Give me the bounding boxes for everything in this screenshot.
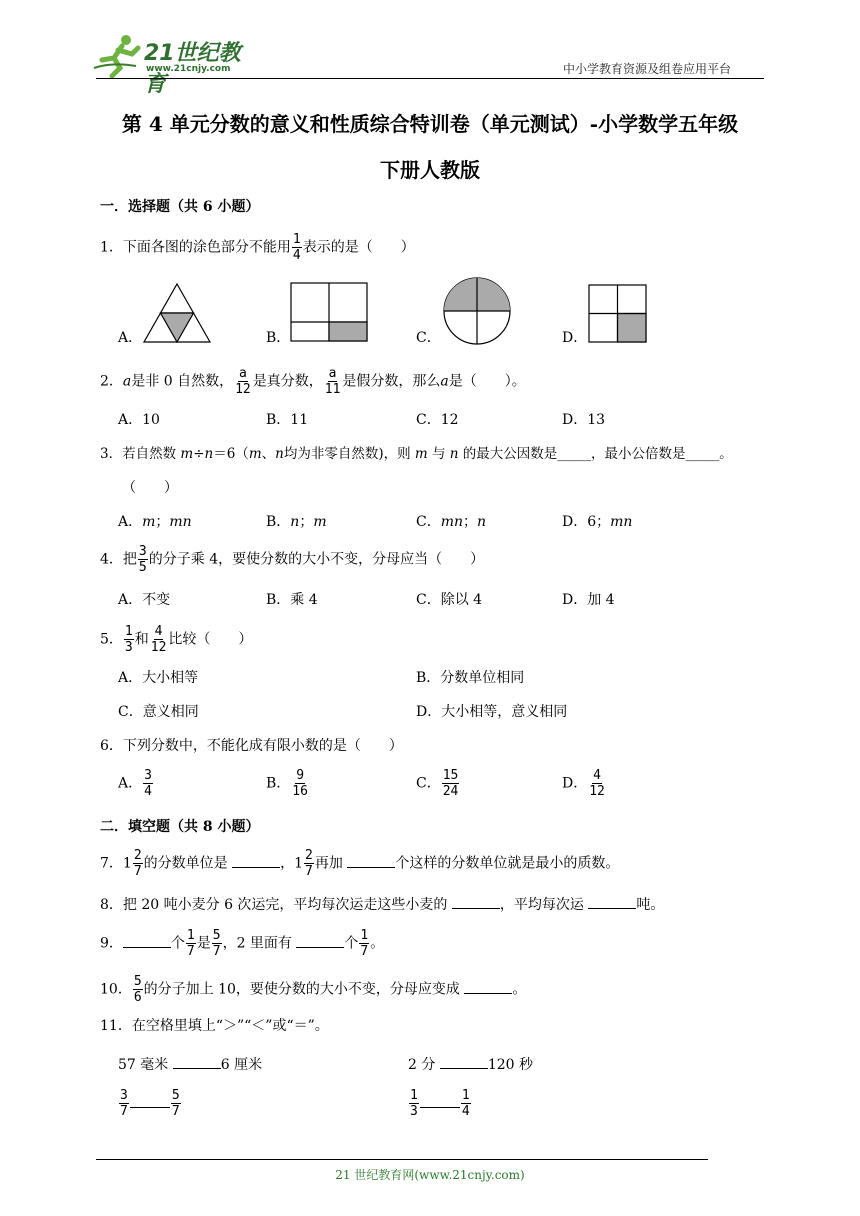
option-label: C． — [416, 330, 441, 346]
fraction: $\frac{1}{4}$ — [292, 232, 301, 263]
answer-blank[interactable] — [420, 1093, 460, 1108]
rectangle-figure — [290, 282, 370, 344]
page-title-line2: 下册人教版 — [380, 158, 480, 182]
fraction: $\frac{4}{12}$ — [150, 624, 167, 655]
fraction: $\frac{a}{12}$ — [235, 366, 251, 397]
fraction: $\frac{3}{5}$ — [138, 544, 147, 575]
compare-item: $\frac{1}{3}$ $\frac{1}{4}$ — [410, 1088, 470, 1119]
question-8: 8．把 20 吨小麦分 6 次运完，平均每次运走这些小麦的 ，平均每次运 吨。 — [100, 894, 664, 915]
compare-item: 2 分 120 秒 — [408, 1054, 533, 1075]
answer-blank[interactable] — [452, 894, 500, 909]
compare-item: 57 毫米 6 厘米 — [118, 1054, 262, 1075]
section-heading-choice: 一．选择题（共 6 小题） — [100, 199, 260, 215]
question-7: 7．1 $\frac{2}{7}$ 的分数单位是 ，1 $\frac{2}{7}$ 再加 个这样的分数单位就是最小的质数。 — [100, 848, 620, 879]
runner-logo-icon — [92, 32, 152, 78]
square-figure — [588, 284, 648, 344]
option: D．加 4 — [562, 592, 615, 608]
option: C．12 — [416, 412, 459, 428]
answer-blank[interactable] — [440, 1054, 488, 1069]
logo — [92, 32, 262, 97]
option: B．n；m — [266, 514, 327, 530]
question-2: 2．a是非 0 自然数， $\frac{a}{12}$ 是真分数， $\frac{a}{11}$ 是假分数，那么a是（ ）。 — [100, 366, 526, 397]
question-6: 6．下列分数中，不能化成有限小数的是（ ） — [100, 738, 403, 754]
page-title: 第 4 单元分数的意义和性质综合特训卷（单元测试）-小学数学五年级 — [121, 112, 739, 136]
logo-text: 21世纪教育 — [144, 41, 241, 97]
answer-blank[interactable] — [232, 853, 280, 868]
option: A． $\frac{3}{4}$ — [118, 768, 152, 799]
question-3: 3．若自然数 m÷n＝6（m、n均为非零自然数)，则 m 与 n 的最大公因数是_____，最小公倍数是_____。 — [100, 446, 733, 462]
option-label: A． — [118, 330, 143, 346]
footer-text: 21 世纪教育网(www.21cnjy.com) — [335, 1168, 525, 1182]
platform-name: 中小学教育资源及组卷应用平台 — [563, 62, 732, 76]
option: C．mn；n — [416, 514, 487, 530]
answer-blank[interactable] — [123, 933, 171, 948]
answer-blank[interactable] — [130, 1093, 170, 1108]
question-5: 5． $\frac{1}{3}$ 和 $\frac{4}{12}$ 比较（ ） — [100, 624, 253, 655]
compare-item: $\frac{3}{7}$ $\frac{5}{7}$ — [120, 1088, 180, 1119]
question-4: 4．把 $\frac{3}{5}$ 的分子乘 4，要使分数的大小不变，分母应当（ ） — [100, 544, 485, 575]
option: A．大小相等 — [118, 670, 199, 686]
option: D． $\frac{4}{12}$ — [562, 768, 605, 799]
question-11: 11．在空格里填上“＞”“＜”或“＝”。 — [100, 1018, 329, 1034]
option: C． $\frac{15}{24}$ — [416, 768, 459, 799]
footer-rule — [96, 1159, 708, 1160]
logo-url: www.21cnjy.com — [146, 64, 231, 74]
fraction: $\frac{a}{11}$ — [324, 366, 341, 397]
option: A．m；mn — [118, 514, 192, 530]
question-10: 10． $\frac{5}{6}$ 的分子加上 10，要使分数的大小不变，分母应变成 。 — [100, 974, 527, 1005]
answer-blank[interactable] — [588, 894, 636, 909]
option: C．除以 4 — [416, 592, 483, 608]
option: B．分数单位相同 — [416, 670, 525, 686]
answer-blank[interactable] — [464, 979, 512, 994]
option-label: B． — [266, 330, 291, 346]
header-rule — [96, 78, 764, 79]
section-heading-fill: 二．填空题（共 8 小题） — [100, 819, 260, 835]
option: B．乘 4 — [266, 592, 318, 608]
question-1: 1．下面各图的涂色部分不能用 $\frac{1}{4}$ 表示的是（ ） — [100, 232, 415, 263]
circle-figure — [442, 276, 512, 346]
question-9: 9． 个 $\frac{1}{7}$ 是 $\frac{5}{7}$ ，2 里面有 个 $\frac{1}{7}$ 。 — [100, 928, 385, 959]
option: D．大小相等，意义相同 — [416, 704, 568, 720]
answer-blank[interactable] — [173, 1054, 221, 1069]
option: A．不变 — [118, 592, 171, 608]
option: C．意义相同 — [118, 704, 199, 720]
option: B． $\frac{9}{16}$ — [266, 768, 308, 799]
triangle-figure — [142, 282, 212, 344]
answer-blank[interactable] — [296, 933, 344, 948]
option: A．10 — [118, 412, 160, 428]
answer-blank[interactable] — [347, 853, 395, 868]
option: D．6；mn — [562, 514, 633, 530]
option: D．13 — [562, 412, 606, 428]
option: B．11 — [266, 412, 309, 428]
option-label: D． — [562, 330, 588, 346]
answer-paren: （ ） — [122, 480, 178, 496]
fraction: $\frac{1}{3}$ — [124, 624, 133, 655]
